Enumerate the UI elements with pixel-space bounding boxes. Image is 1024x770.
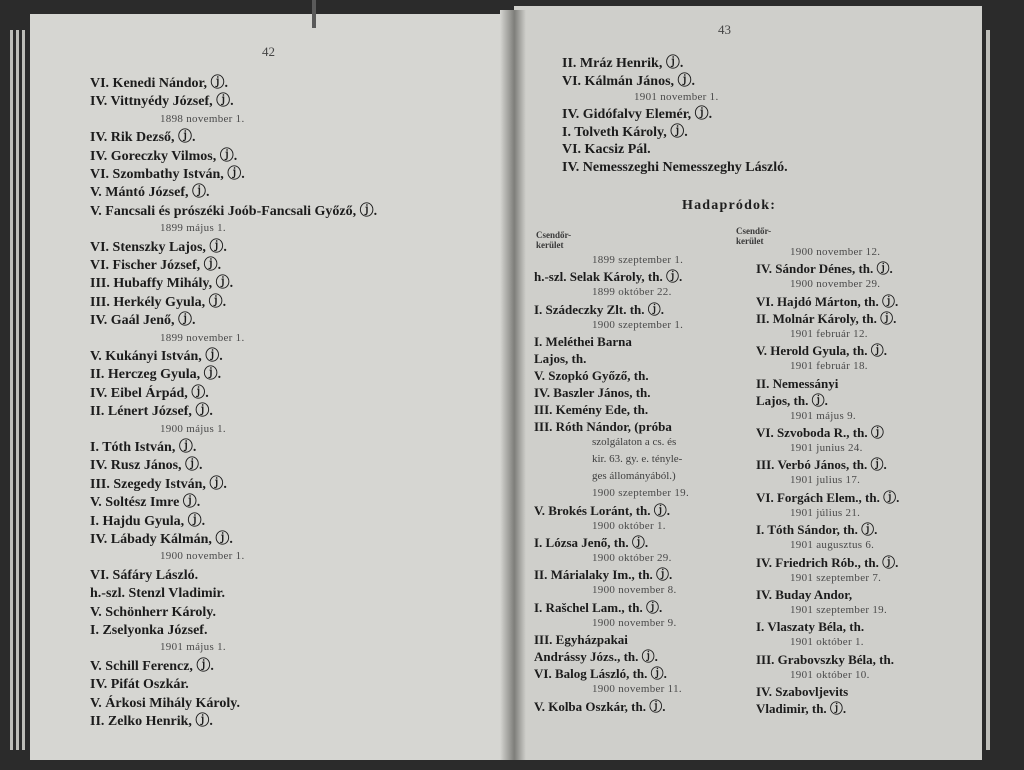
roster-entry: VI. Kacsiz Pál.	[562, 142, 651, 157]
promotion-date: 1900 szeptember 1.	[592, 318, 684, 331]
roster-entry: I. Tóth István, ⓙ.	[90, 440, 197, 455]
roster-entry: IV. Eibel Árpád, ⓙ.	[90, 385, 209, 401]
entry-note: kir. 63. gy. e. tényle-	[592, 453, 683, 466]
roster-entry: III. Verbó János, th. ⓙ.	[756, 457, 887, 473]
roster-entry: VI. Stenszky Lajos, ⓙ.	[90, 239, 227, 255]
roster-entry: V. Kukányi István, ⓙ.	[90, 349, 223, 364]
roster-entry: V. Fancsali és prószéki Joób-Fancsali Győző, ⓙ.	[90, 203, 378, 219]
roster-entry: I. Tolveth Károly, ⓙ.	[562, 124, 688, 140]
promotion-date: 1899 október 22.	[592, 286, 672, 299]
page-edge	[22, 30, 25, 750]
roster-entry: I. Szádeczky Zlt. th. ⓙ.	[534, 301, 665, 317]
roster-entry: III. Hubaffy Mihály, ⓙ.	[90, 276, 234, 292]
promotion-date: 1899 május 1.	[160, 222, 226, 235]
roster-entry: VI. Forgách Elem., th. ⓙ.	[756, 489, 900, 505]
promotion-date: 1900 október 1.	[592, 519, 666, 532]
column-header-left: Csendőr- kerület	[536, 230, 572, 250]
book-gutter	[500, 10, 526, 760]
roster-entry: h.-szl. Selak Károly, th. ⓙ.	[534, 269, 683, 285]
roster-entry: II. Márialaky Im., th. ⓙ.	[534, 567, 673, 583]
roster-entry: VI. Balog László, th. ⓙ.	[534, 666, 667, 682]
roster-entry: II. Nemessányi	[756, 375, 839, 391]
promotion-date: 1900 szeptember 19.	[592, 487, 690, 500]
promotion-date: 1900 május 1.	[160, 422, 226, 435]
section-title: Hadapródok:	[682, 198, 777, 213]
roster-entry: V. Schill Ferencz, ⓙ.	[90, 658, 214, 674]
roster-entry: II. Herczeg Gyula, ⓙ.	[90, 367, 222, 383]
roster-entry: VI. Szombathy István, ⓙ.	[90, 167, 245, 182]
promotion-date: 1898 november 1.	[160, 112, 245, 125]
promotion-date: 1901 október 1.	[790, 636, 864, 649]
roster-entry: VI. Kenedi Nándor, ⓙ.	[90, 76, 228, 91]
promotion-date: 1900 október 29.	[592, 552, 672, 564]
roster-entry: Lajos, th.	[534, 351, 587, 367]
roster-entry: I. Tóth Sándor, th. ⓙ.	[756, 522, 878, 538]
promotion-date: 1901 november 1.	[634, 91, 719, 103]
roster-entry: IV. Goreczky Vilmos, ⓙ.	[90, 148, 238, 164]
promotion-date: 1901 október 10.	[790, 668, 870, 681]
page-edge	[10, 30, 13, 750]
roster-entry: II. Lénert József, ⓙ.	[90, 404, 213, 420]
roster-entry: III. Szegedy István, ⓙ.	[90, 476, 227, 492]
column-header-right: Csendőr- kerület	[736, 226, 772, 246]
promotion-date: 1901 május 1.	[160, 641, 226, 654]
roster-entry: V. Árkosi Mihály Károly.	[90, 695, 241, 711]
roster-entry: Andrássy Józs., th. ⓙ.	[534, 649, 658, 665]
roster-entry: I. Zselyonka József.	[90, 623, 208, 638]
promotion-date: 1899 november 1.	[160, 331, 245, 344]
roster-entry: V. Brokés Loránt, th. ⓙ.	[534, 502, 671, 518]
right-page	[514, 6, 982, 760]
page-number: 43	[718, 22, 731, 37]
roster-entry: IV. Rusz János, ⓙ.	[90, 458, 203, 474]
left-page	[30, 14, 514, 760]
roster-entry: V. Schönherr Károly.	[90, 604, 217, 620]
roster-entry: V. Soltész Imre ⓙ.	[90, 495, 201, 511]
promotion-date: 1900 november 29.	[790, 278, 881, 291]
roster-entry: II. Molnár Károly, th. ⓙ.	[756, 310, 897, 326]
roster-entry: IV. Gaál Jenő, ⓙ.	[90, 313, 196, 329]
roster-entry: III. Kemény Ede, th.	[534, 402, 649, 418]
roster-entry: III. Egyházpakai	[534, 632, 628, 648]
roster-entry: IV. Nemesszeghi Nemesszeghy László.	[562, 159, 788, 175]
roster-entry: I. Rašchel Lam., th. ⓙ.	[534, 599, 663, 615]
roster-entry: IV. Gidófalvy Elemér, ⓙ.	[562, 107, 713, 122]
page-edge	[986, 30, 990, 750]
promotion-date: 1901 február 12.	[790, 327, 868, 340]
promotion-date: 1900 november 1.	[160, 550, 245, 563]
roster-entry: IV. Rik Dezső, ⓙ.	[90, 130, 196, 146]
promotion-date: 1901 junius 24.	[790, 442, 863, 454]
promotion-date: 1901 szeptember 7.	[790, 571, 882, 584]
roster-entry: V. Herold Gyula, th. ⓙ.	[756, 343, 887, 359]
roster-entry: IV. Pifát Oszkár.	[90, 677, 189, 693]
roster-entry: II. Zelko Henrik, ⓙ.	[90, 714, 213, 729]
roster-entry: Lajos, th. ⓙ.	[756, 392, 828, 408]
promotion-date: 1901 július 21.	[790, 506, 861, 519]
roster-entry: IV. Baszler János, th.	[534, 385, 651, 401]
promotion-date: 1901 május 9.	[790, 409, 856, 422]
roster-entry: IV. Lábady Kálmán, ⓙ.	[90, 532, 233, 547]
roster-entry: VI. Fischer József, ⓙ.	[90, 258, 222, 273]
roster-entry: I. Vlaszaty Béla, th.	[756, 619, 865, 635]
roster-entry: VI. Sáfáry László.	[90, 567, 199, 583]
promotion-date: 1900 november 11.	[592, 683, 682, 696]
promotion-date: 1900 november 12.	[790, 246, 881, 258]
roster-entry: III. Herkély Gyula, ⓙ.	[90, 294, 227, 310]
roster-entry: VI. Szvoboda R., th. ⓙ	[756, 425, 884, 440]
roster-entry: III. Grabovszky Béla, th.	[756, 651, 894, 667]
page-edge	[16, 30, 19, 750]
entry-note: szolgálaton a cs. és	[592, 436, 677, 449]
page-number: 42	[262, 44, 275, 59]
roster-entry: V. Mántó József, ⓙ.	[90, 185, 210, 201]
roster-entry: VI. Kálmán János, ⓙ.	[562, 73, 696, 89]
roster-entry: I. Meléthei Barna	[534, 334, 632, 350]
roster-entry: III. Róth Nándor, (próba	[534, 419, 672, 435]
roster-entry: VI. Hajdó Márton, th. ⓙ.	[756, 293, 899, 309]
roster-entry: IV. Sándor Dénes, th. ⓙ.	[756, 261, 893, 277]
roster-entry: II. Mráz Henrik, ⓙ.	[562, 56, 684, 71]
roster-entry: IV. Buday Andor,	[756, 587, 853, 602]
promotion-date: 1901 február 18.	[790, 360, 868, 373]
roster-entry: V. Szopkó Győző, th.	[534, 368, 649, 384]
roster-entry: IV. Friedrich Rób., th. ⓙ.	[756, 554, 899, 570]
roster-entry: V. Kolba Oszkár, th. ⓙ.	[534, 698, 666, 714]
promotion-date: 1900 november 8.	[592, 584, 677, 597]
bookmark-ribbon	[312, 0, 316, 28]
promotion-date: 1901 julius 17.	[790, 474, 861, 487]
roster-entry: h.-szl. Stenzl Vladimir.	[90, 586, 225, 602]
roster-entry: IV. Szabovljevits	[756, 684, 849, 700]
roster-entry: Vladimir, th. ⓙ.	[756, 701, 847, 717]
promotion-date: 1901 augusztus 6.	[790, 539, 875, 552]
promotion-date: 1899 szeptember 1.	[592, 254, 684, 266]
entry-note: ges állományából.)	[592, 470, 676, 483]
roster-entry: I. Hajdu Gyula, ⓙ.	[90, 513, 206, 529]
roster-entry: IV. Vittnyédy József, ⓙ.	[90, 94, 234, 110]
promotion-date: 1900 november 9.	[592, 616, 677, 629]
promotion-date: 1901 szeptember 19.	[790, 604, 888, 616]
roster-entry: I. Lózsa Jenő, th. ⓙ.	[534, 535, 649, 550]
